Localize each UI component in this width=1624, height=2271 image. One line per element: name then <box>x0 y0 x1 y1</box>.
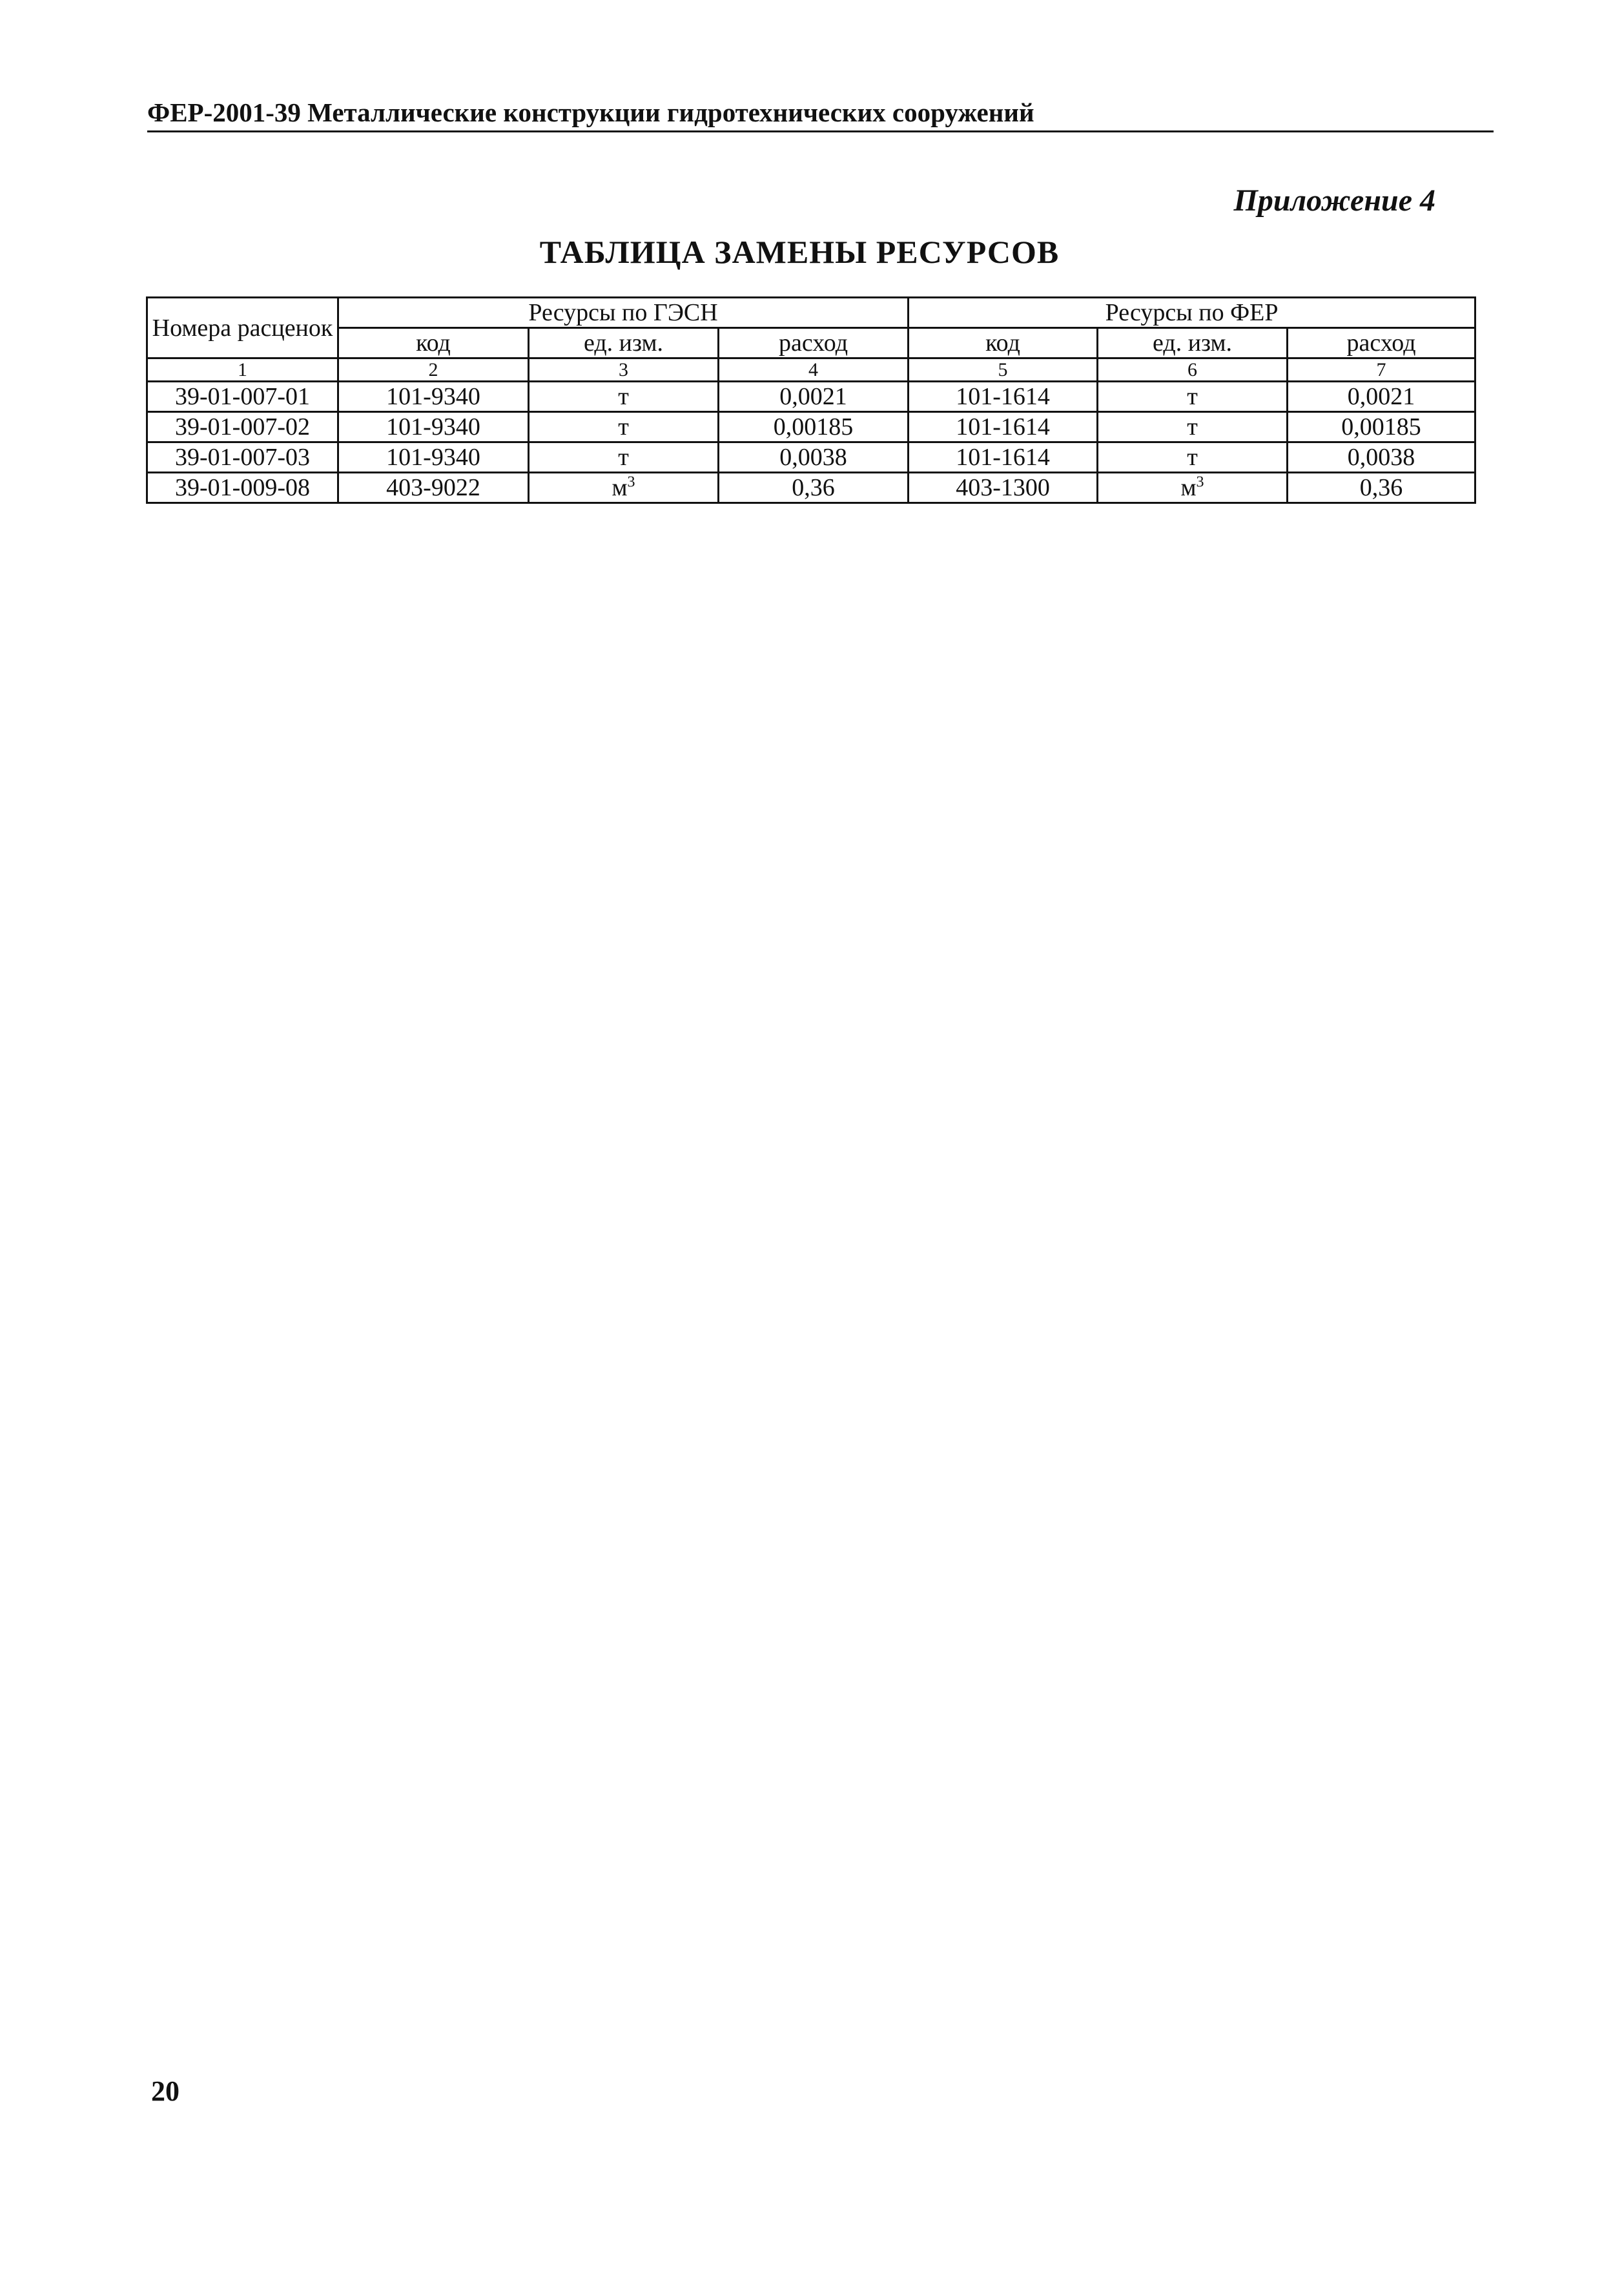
gesn-unit-cell <box>529 473 719 503</box>
gesn-unit-header: ед. изм. <box>529 328 719 358</box>
column-number: 6 <box>1098 358 1288 382</box>
running-header: ФЕР-2001-39 Металлические конструкции гидротехнических сооружений <box>147 97 1494 132</box>
fer-code-header: код <box>909 328 1098 358</box>
unit-superscript: 3 <box>1196 473 1204 491</box>
gesn-code-header: код <box>338 328 529 358</box>
fer-code-cell: 101-1614 <box>909 412 1098 442</box>
fer-unit-cell <box>1098 382 1288 412</box>
column-number: 4 <box>719 358 909 382</box>
column-number: 7 <box>1288 358 1475 382</box>
table-title: ТАБЛИЦА ЗАМЕНЫ РЕСУРСОВ <box>539 234 1060 270</box>
rate-numbers-header: Номера расценок <box>147 298 338 358</box>
unit-text: т <box>1187 383 1198 410</box>
unit-text: м <box>1180 474 1197 501</box>
rate-number-cell: 39-01-007-02 <box>147 412 338 442</box>
table-row <box>147 442 1475 473</box>
fer-qty-cell: 0,0021 <box>1288 382 1475 412</box>
gesn-code-cell: 101-9340 <box>338 442 529 473</box>
fer-unit-cell <box>1098 442 1288 473</box>
gesn-group-header: Ресурсы по ГЭСН <box>338 298 909 328</box>
unit-superscript: 3 <box>627 473 635 491</box>
column-number: 5 <box>909 358 1098 382</box>
table-row <box>147 473 1475 503</box>
fer-unit-header: ед. изм. <box>1098 328 1288 358</box>
gesn-qty-header: расход <box>719 328 909 358</box>
unit-text: м <box>612 474 628 501</box>
rate-number-cell: 39-01-007-01 <box>147 382 338 412</box>
column-number: 3 <box>529 358 719 382</box>
table-row <box>147 382 1475 412</box>
fer-unit-cell <box>1098 412 1288 442</box>
resource-replacement-table <box>146 296 1476 504</box>
gesn-code-cell: 101-9340 <box>338 412 529 442</box>
rate-number-cell: 39-01-009-08 <box>147 473 338 503</box>
column-number-row <box>147 358 1475 382</box>
fer-code-cell: 101-1614 <box>909 442 1098 473</box>
fer-qty-header: расход <box>1288 328 1475 358</box>
column-number: 2 <box>338 358 529 382</box>
column-number: 1 <box>147 358 338 382</box>
fer-code-cell: 101-1614 <box>909 382 1098 412</box>
table-row <box>147 412 1475 442</box>
gesn-qty-cell: 0,0038 <box>719 442 909 473</box>
unit-text: т <box>1187 444 1198 471</box>
gesn-qty-cell: 0,36 <box>719 473 909 503</box>
fer-qty-cell: 0,0038 <box>1288 442 1475 473</box>
fer-code-cell: 403-1300 <box>909 473 1098 503</box>
gesn-unit-cell <box>529 442 719 473</box>
unit-text: т <box>618 444 629 471</box>
gesn-unit-cell <box>529 412 719 442</box>
fer-unit-cell <box>1098 473 1288 503</box>
fer-qty-cell: 0,00185 <box>1288 412 1475 442</box>
gesn-code-cell: 403-9022 <box>338 473 529 503</box>
rate-number-cell: 39-01-007-03 <box>147 442 338 473</box>
gesn-qty-cell: 0,0021 <box>719 382 909 412</box>
unit-text: т <box>618 383 629 410</box>
gesn-code-cell: 101-9340 <box>338 382 529 412</box>
unit-text: т <box>618 413 629 441</box>
appendix-label: Приложение 4 <box>1233 183 1435 218</box>
gesn-qty-cell: 0,00185 <box>719 412 909 442</box>
fer-group-header: Ресурсы по ФЕР <box>909 298 1475 328</box>
gesn-unit-cell <box>529 382 719 412</box>
unit-text: т <box>1187 413 1198 441</box>
page-number: 20 <box>151 2075 180 2107</box>
fer-qty-cell: 0,36 <box>1288 473 1475 503</box>
